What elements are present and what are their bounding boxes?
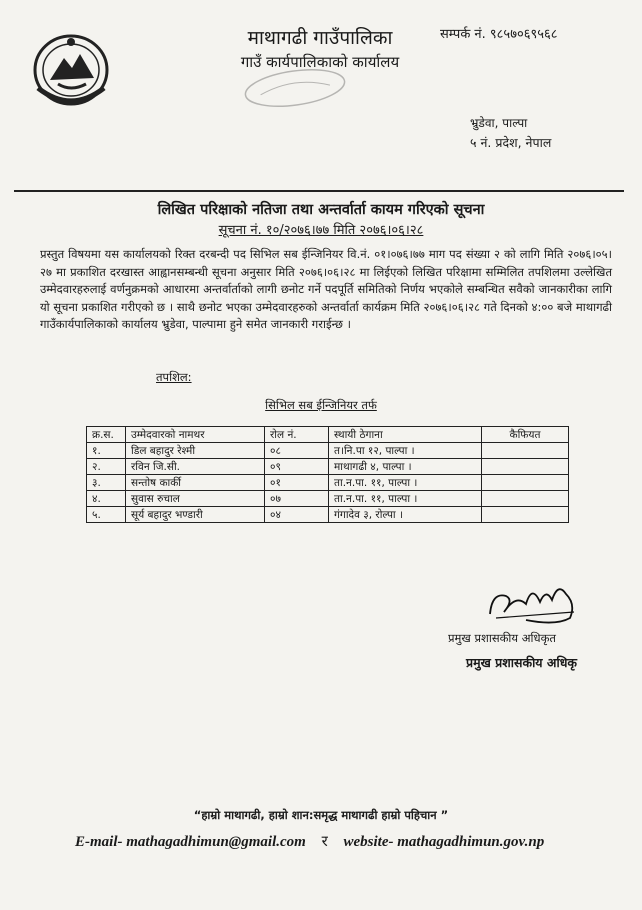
cell-roll: ०८ xyxy=(265,443,329,459)
table-row xyxy=(87,443,569,459)
header-divider xyxy=(14,190,624,192)
address-line2: ५ नं. प्रदेश, नेपाल xyxy=(470,135,552,150)
cell-address: माथागढी ४, पाल्पा । xyxy=(329,459,482,475)
footer-website: website- mathagadhimun.gov.np xyxy=(343,834,545,850)
cell-roll: ०९ xyxy=(265,459,329,475)
footer-email: E-mail- mathagadhimun@gmail.com xyxy=(75,834,306,850)
cell-remarks xyxy=(482,475,569,491)
cell-name: रविन जि.सी. xyxy=(126,459,265,475)
cell-roll: ०१ xyxy=(265,475,329,491)
notice-reference-text: सूचना नं. १०/२०७६।७७ मिति २०७६।०६।२८ xyxy=(218,223,424,238)
table-row xyxy=(87,507,569,523)
cell-remarks xyxy=(482,443,569,459)
cell-roll: ०४ xyxy=(265,507,329,523)
notice-body: प्रस्तुत विषयमा यस कार्यालयको रिक्त दरबन्दी पद सिभिल सब ईन्जिनियर वि.नं. ०१।०७६।७७ माग पद संख्या २ को लागि मिति २०७६।०५।२७ मा प्रकाशित दरखास्त आह्वानसम्बन्धी सूचना अनुसार मिति २०७६।०६।२८ मा लिईएको लिखित परिक्षामा सम्मिलित तपशिलमा उल्लेखित उम्मेदवारहरुलाई वर्णनुक्रमको आधारमा अन्तर्वार्ताको लागी छनोट गर्ने पदपूर्ति समितिको निर्णय भएकोले सम्बन्धित सवैको जानकारीका लागि यो सूचना प्रकाशित गरीएको छ । साथै छनोट भएका उम्मेदवारहरुको अन्तर्वार्ता कार्यक्रम मिति २०७६।०६।२८ गते दिनको ४:०० बजे माथागढी गाउँकार्यपालिकाको कार्यालय भ्रुडेवा, पाल्पामा हुने समेत जानकारी गराईन्छ । xyxy=(40,247,612,331)
nepal-emblem-logo xyxy=(28,28,114,108)
header-roll: रोल नं. xyxy=(265,427,329,443)
table-row xyxy=(87,475,569,491)
officer-title-stamp: प्रमुख प्रशासकीय अधिकृ xyxy=(466,655,577,670)
cell-sn: १. xyxy=(87,443,126,459)
officer-signature xyxy=(486,574,582,628)
cell-name: डिल बहादुर रेश्मी xyxy=(126,443,265,459)
cell-remarks xyxy=(482,459,569,475)
office-subtitle: गाउँ कार्यपालिकाको कार्यालय xyxy=(240,53,400,71)
cell-remarks xyxy=(482,507,569,523)
header-sn: क्र.स. xyxy=(87,427,126,443)
cell-address: ता.न.पा. ११, पाल्पा । xyxy=(329,475,482,491)
cell-name: सूर्य बहादुर भण्डारी xyxy=(126,507,265,523)
footer-separator: र xyxy=(321,834,328,850)
details-label: तपशिल: xyxy=(156,370,192,384)
table-row xyxy=(87,491,569,507)
header-address: स्थायी ठेगाना xyxy=(329,427,482,443)
table-title: सिभिल सब ईन्जिनियर तर्फ xyxy=(265,398,377,412)
footer-contact xyxy=(75,831,544,851)
municipality-slogan: “हाम्रो माथागढी, हाम्रो शान:समृद्ध माथागढी हाम्रो पहिचान ” xyxy=(193,808,449,822)
header-remarks: कैफियत xyxy=(482,427,569,443)
cell-name: सन्तोष कार्की xyxy=(126,475,265,491)
notice-title: लिखित परिक्षाको नतिजा तथा अन्तर्वार्ता कायम गरिएको सूचना xyxy=(157,202,485,218)
cell-sn: ५. xyxy=(87,507,126,523)
cell-sn: ३. xyxy=(87,475,126,491)
cell-address: त।नि.पा १२, पाल्पा । xyxy=(329,443,482,459)
cell-address: ता.न.पा. ११, पाल्पा । xyxy=(329,491,482,507)
cell-sn: ४. xyxy=(87,491,126,507)
contact-number: सम्पर्क नं. ९८५७०६९५६८ xyxy=(440,27,558,42)
header-name: उम्मेदवारको नामथर xyxy=(126,427,265,443)
notice-reference xyxy=(0,220,642,238)
cell-name: सुवास रुचाल xyxy=(126,491,265,507)
office-name: माथागढी गाउँपालिका xyxy=(247,27,393,49)
cell-sn: २. xyxy=(87,459,126,475)
table-row xyxy=(87,459,569,475)
candidates-table xyxy=(86,426,569,523)
address-line1: भ्रुडेवा, पाल्पा xyxy=(470,116,528,130)
cell-roll: ०७ xyxy=(265,491,329,507)
officer-title: प्रमुख प्रशासकीय अधिकृत xyxy=(448,631,556,645)
cell-remarks xyxy=(482,491,569,507)
cell-address: गंगादेव ३, रोल्पा । xyxy=(329,507,482,523)
table-header-row xyxy=(87,427,569,443)
